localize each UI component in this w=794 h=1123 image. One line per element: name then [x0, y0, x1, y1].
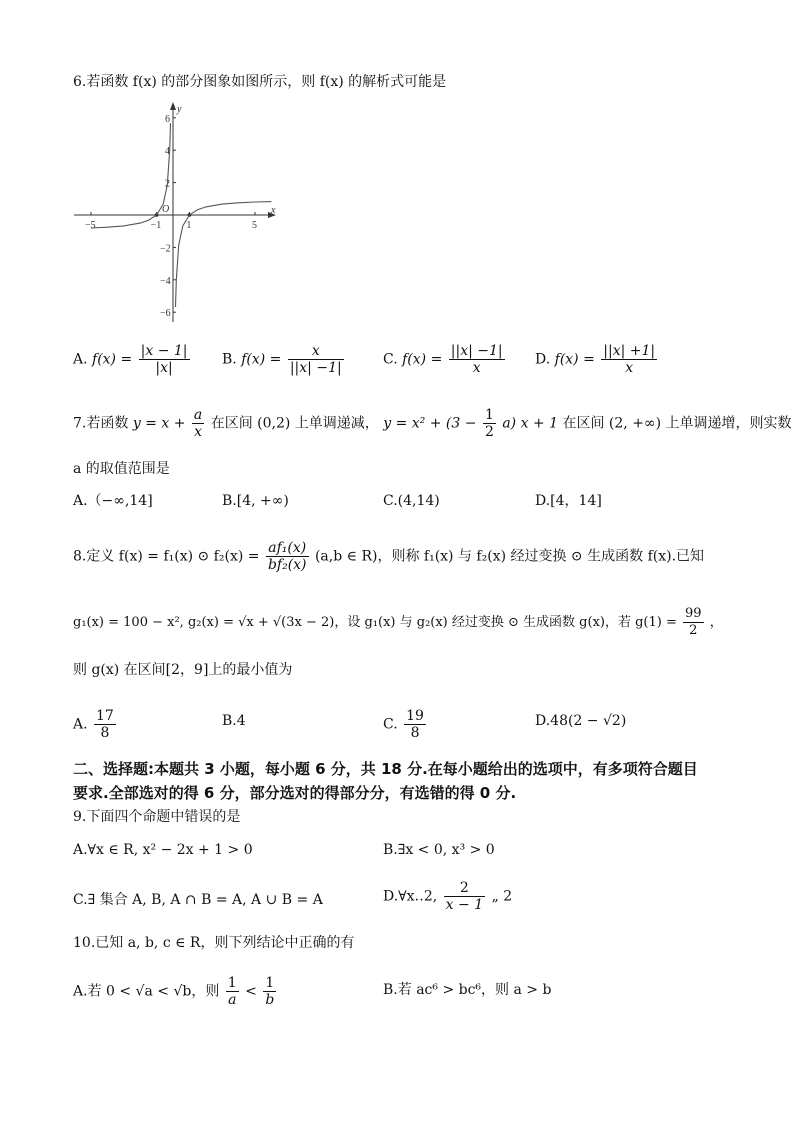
q8-a-fraction [94, 708, 116, 741]
q8-def-num: af₁(x) [266, 540, 309, 557]
q8-stem-b: (a,b ∈ R)，则称 f₁(x) 与 f₂(x) 经过变换 ⊙ 生成函数 f(x).已知 [314, 548, 705, 565]
q8-line2a: g₁(x) = 100 − x², g₂(x) = √x + √(3x − 2)，设 g₁(x) 与 g₂(x) 经过变换 ⊙ 生成函数 g(x)，若 g(1) = [73, 615, 677, 630]
q10-a-mid: < [245, 983, 257, 1000]
q7-stem-a: 7.若函数 [73, 415, 129, 432]
q10-a-den2: b [265, 992, 275, 1008]
q7-option-c[interactable]: C.(4,14) [383, 493, 440, 509]
q9-option-d[interactable] [383, 880, 512, 913]
q8-option-a[interactable] [73, 708, 118, 741]
q6-b-fraction [288, 343, 344, 376]
q8-stem-a: 8.定义 f(x) = f₁(x) ⊙ f₂(x) = [73, 548, 260, 565]
section2-line1: 二、选择题:本题共 3 小题，每小题 6 分，共 18 分.在每小题给出的选项中，有多项符合题目 [73, 760, 698, 778]
q6-option-d[interactable] [535, 343, 659, 376]
q8-c-fraction [404, 708, 426, 741]
q10-option-a[interactable] [73, 975, 278, 1008]
q8-c-den: 8 [410, 725, 420, 741]
q9-d-b: „ 2 [491, 888, 513, 905]
q8-option-c[interactable] [383, 708, 428, 741]
function-graph [72, 100, 292, 330]
q8-g1-den: 2 [689, 623, 698, 638]
curve-branch-2 [176, 202, 272, 307]
q8-c-num: 19 [406, 708, 424, 724]
y-tick-label: −2 [160, 243, 171, 255]
x-tick-label: 5 [252, 220, 257, 231]
y-axis-arrow [170, 102, 176, 110]
y-axis-label: y [177, 104, 182, 115]
y-tick-label: 4 [165, 146, 170, 158]
q10-a-frac2 [263, 975, 276, 1008]
y-tick-label: 2 [165, 178, 170, 190]
q6-b-label: B. [222, 351, 237, 368]
q10-a-num2: 1 [263, 975, 276, 992]
q6-d-fx: f(x) = [554, 351, 595, 368]
x-tick-label: 1 [186, 220, 192, 231]
q8-option-d[interactable]: D.48(2 − √2) [535, 713, 627, 729]
q7-func2-fraction [483, 407, 496, 440]
q8-g1-fraction [683, 606, 704, 639]
q6-c-fx: f(x) = [402, 351, 443, 368]
x-axis-label: x [271, 205, 276, 216]
q8-line2b: ， [709, 615, 723, 630]
q8-def-fraction [266, 540, 309, 573]
q8-c-label: C. [383, 716, 398, 733]
q8-def-den: bf₂(x) [267, 557, 307, 573]
q6-a-den: |x| [155, 360, 173, 376]
q6-option-c[interactable] [383, 343, 507, 376]
q7-func2-num: 1 [484, 407, 494, 423]
q9-d-a: D.∀x‥2, [383, 888, 438, 905]
q9-stem: 9.下面四个命题中错误的是 [73, 809, 241, 825]
q6-a-fx: f(x) = [92, 351, 133, 368]
q6-c-den: x [472, 360, 481, 376]
q6-c-fraction [449, 343, 505, 376]
q7-func2-den: 2 [484, 424, 494, 440]
q6-stem: 6.若函数 f(x) 的部分图象如图所示，则 f(x) 的解析式可能是 [73, 74, 447, 90]
q7-func2b: a) x + 1 [502, 415, 559, 432]
q6-b-num: x [288, 343, 344, 360]
q8-option-b[interactable]: B.4 [222, 713, 246, 729]
q8-a-num: 17 [96, 708, 114, 724]
section2-line2: 要求.全部选对的得 6 分，部分选对的得部分分，有选错的得 0 分. [73, 784, 517, 802]
q6-option-b[interactable] [222, 343, 346, 376]
q9-d-den: x − 1 [445, 897, 484, 913]
q8-a-label: A. [73, 716, 88, 733]
q7-mid1: 在区间 (0,2) 上单调递减， [210, 415, 379, 432]
q7-mid2: 在区间 (2, +∞) 上单调递增，则实数 [562, 415, 792, 432]
q10-option-b[interactable]: B.若 ac⁶ > bc⁶，则 a > b [383, 982, 552, 998]
q6-a-label: A. [73, 351, 88, 368]
x-tick-label: −5 [85, 220, 96, 231]
q6-option-a[interactable] [73, 343, 192, 376]
q9-d-num: 2 [444, 880, 485, 897]
q10-a-den1: a [228, 992, 237, 1008]
q9-d-fraction [444, 880, 485, 913]
q7-option-b[interactable]: B.[4, +∞) [222, 493, 289, 509]
q7-func1-num: a [193, 407, 203, 423]
y-tick-label: −4 [160, 275, 171, 287]
q7-func1: y = x + [132, 415, 186, 432]
q10-stem: 10.已知 a, b, c ∈ R，则下列结论中正确的有 [73, 935, 355, 951]
q9-option-b[interactable]: B.∃x < 0, x³ > 0 [383, 842, 495, 858]
q7-stem [73, 407, 792, 440]
q8-a-den: 8 [100, 725, 110, 741]
q8-stem [73, 540, 704, 573]
q6-a-fraction [139, 343, 190, 376]
q6-d-num: ||x| +1| [603, 343, 656, 359]
x-tick-label: −1 [150, 220, 162, 231]
q6-b-fx: f(x) = [241, 351, 282, 368]
q7-func2a: y = x² + (3 − [383, 415, 477, 432]
q6-c-num: ||x| −1| [450, 343, 503, 359]
y-tick-label: −6 [160, 308, 171, 320]
q6-c-label: C. [383, 351, 398, 368]
q7-option-a[interactable]: A.（−∞,14] [73, 493, 153, 509]
q8-line2 [73, 606, 723, 639]
y-tick-label: 6 [165, 113, 170, 125]
q6-d-den: x [625, 360, 634, 376]
q10-a-num1: 1 [227, 975, 237, 991]
q9-option-a[interactable]: A.∀x ∈ R, x² − 2x + 1 > 0 [73, 842, 253, 858]
q6-a-num: |x − 1| [140, 343, 188, 359]
q7-line2: a 的取值范围是 [73, 461, 170, 477]
curve-branch-1 [91, 123, 171, 228]
q10-a-a: A.若 0 < √a < √b，则 [73, 983, 220, 1000]
origin-label: O [162, 204, 170, 215]
q7-func1-fraction [192, 407, 204, 440]
q8-g1-num: 99 [685, 606, 702, 621]
q9-option-c[interactable]: C.∃ 集合 A, B, A ∩ B = A, A ∪ B = A [73, 892, 323, 908]
q7-option-d[interactable]: D.[4，14] [535, 493, 602, 509]
q6-b-den: ||x| −1| [289, 360, 342, 376]
q6-d-label: D. [535, 351, 551, 368]
q10-a-frac1 [226, 975, 239, 1008]
q7-func1-den: x [194, 424, 203, 440]
q6-d-fraction [601, 343, 657, 376]
q8-line3: 则 g(x) 在区间[2，9]上的最小值为 [73, 662, 293, 678]
